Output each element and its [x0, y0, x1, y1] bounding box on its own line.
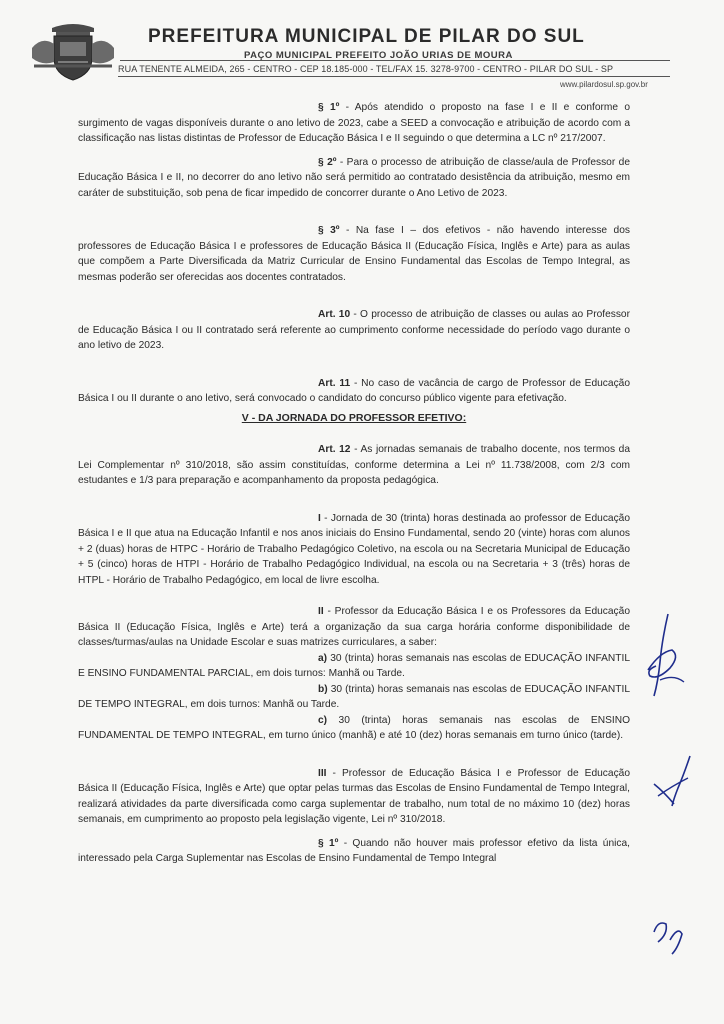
article-label: Art. 11 — [318, 377, 351, 389]
list-item-label: c) — [318, 714, 328, 726]
article-label: Art. 10 — [318, 309, 351, 320]
paragraph — [78, 836, 630, 867]
article-text: - O processo de atribuição de classes ou aulas ao Professor de Educação Básica I ou II contratado será referente ao cumprimento conforme necessidade do período vago durante o ano letivo de 2023. — [78, 309, 630, 351]
list-item-label: a) — [318, 652, 328, 664]
handwritten-page-number — [648, 912, 688, 958]
handwritten-initial-signature — [640, 610, 690, 700]
clause-text: - Professor da Educação Básica I e os Professores da Educação Básica II (Educação Física, Inglês e Arte) terá a organização da sua carga horária conforme disponibilidade de classes/turmas/aulas na Unidade Escolar e suas matrizes curriculares, a saber: — [78, 606, 630, 648]
header-subtitle: PAÇO MUNICIPAL PREFEITO JOÃO URIAS DE MOURA — [244, 50, 513, 61]
list-item — [78, 713, 630, 744]
paragraph-text: - Para o processo de atribuição de classe/aula de Professor de Educação Básica I e II, no decorrer do ano letivo não será permitido ao contratado desistência da atribuição, mesmo em caráter de substituição, sob pena de ficar impedido de concorrer durante o Ano Letivo de 2023. — [78, 156, 630, 199]
paragraph-label: § 1º — [318, 837, 339, 849]
municipal-crest-icon — [30, 18, 116, 82]
clause — [78, 604, 630, 651]
paragraph-label: § 3º — [318, 225, 340, 236]
paragraph-label: § 1º — [318, 102, 340, 113]
clause — [78, 511, 630, 589]
list-item-label: b) — [318, 683, 328, 695]
handwritten-initial-signature — [648, 752, 698, 812]
paragraph-text: - Quando não houver mais professor efetivo da lista única, interessado pela Carga Suplementar nas Escolas de Ensino Fundamental de Tempo Integral — [78, 837, 630, 864]
paragraph-text: - Na fase I – dos efetivos - não havendo interesse dos professores de Educação Básica I e professores de Educação Básica II (Educação Física, Inglês e Arte) para as aulas que compõem a Parte Diversificada da Matriz Curricular de Ensino Fundamental das Escolas de Tempo Integral, as mesmas poderão ser oferecidas aos docentes contratados. — [78, 225, 630, 283]
clause-text: - Professor de Educação Básica I e Professor de Educação Básica II (Educação Física, Inglês e Arte) que optar pelas turmas das Escolas de Ensino Fundamental de Tempo Integral, realizará atividades da parte diversificada como carga suplementar de trabalho, num total de no máximo 10 (dez) horas semanais, em cumprimento ao proposto pela legislação vigente, Lei nº 310/2018. — [78, 767, 630, 825]
paragraph — [78, 100, 630, 147]
clause-text: - Jornada de 30 (trinta) horas destinada ao professor de Educação Básica I e II que atua na Educação Infantil e nos anos iniciais do Ensino Fundamental, sendo 20 (vinte) horas com alunos + 2 (duas) horas de HTPC - Horário de Trabalho Pedagógico Coletivo, na escola ou na Secretaria Municipal de Educação + 5 (cinco) horas de HTPI - Horário de Trabalho Pedagógico Individual, na escola ou na Secretaria + 3 (três) horas de HTPL - Horário de Trabalho Pedagógico, em local de livre escolha. — [78, 512, 630, 586]
article — [78, 442, 630, 489]
header-address: RUA TENENTE ALMEIDA, 265 - CENTRO - CEP 18.185-000 - TEL/FAX 15. 3278-9700 - CENTRO - PILAR DO SUL - SP — [118, 64, 614, 74]
header-divider — [118, 76, 670, 77]
list-item — [78, 651, 630, 682]
section-heading: V - DA JORNADA DO PROFESSOR EFETIVO: — [241, 411, 467, 424]
article-text: - No caso de vacância de cargo de Professor de Educação Básica I ou II durante o ano letivo, será convocado o candidato do concurso público vigente para efetivação. — [78, 377, 630, 404]
clause-label: II — [318, 606, 324, 617]
paragraph — [78, 223, 630, 285]
list-item-text: 30 (trinta) horas semanais nas escolas de EDUCAÇÃO INFANTIL E ENSINO FUNDAMENTAL PARCIAL, em dois turnos: Manhã ou Tarde. — [78, 652, 630, 679]
paragraph-text: - Após atendido o proposto na fase I e II e conforme o surgimento de vagas disponíveis durante o ano letivo de 2023, cabe a SEED a convocação e atribuição de acordo com a classificação nas listas distintas de Professor de Educação Básica I e II seguindo o que determina a LC nº 217/2007. — [78, 102, 630, 144]
paragraph — [78, 155, 630, 202]
page-title: PREFEITURA MUNICIPAL DE PILAR DO SUL — [148, 26, 585, 47]
list-item-text: 30 (trinta) horas semanais nas escolas de EDUCAÇÃO INFANTIL DE TEMPO INTEGRAL, em dois turnos: Manhã ou Tarde. — [78, 683, 630, 710]
article — [78, 376, 630, 407]
list-item-text: 30 (trinta) horas semanais nas escolas de ENSINO FUNDAMENTAL DE TEMPO INTEGRAL, em turno único (manhã) e até 10 (dez) horas semanais em turno único (tarde). — [78, 714, 630, 741]
clause-label: I — [318, 512, 321, 524]
list-item — [78, 682, 630, 713]
clause-label: III — [318, 767, 327, 779]
article — [78, 307, 630, 354]
paragraph-label: § 2º — [318, 156, 337, 168]
article-label: Art. 12 — [318, 444, 351, 455]
clause — [78, 766, 630, 828]
article-text: - As jornadas semanais de trabalho docente, nos termos da Lei Complementar nº 310/2018, são assim constituídas, conforme determina a Lei nº 11.738/2008, com 2/3 com estudantes e 1/3 para preparação e acompanhamento da proposta pedagógica. — [78, 444, 630, 486]
document-body — [78, 100, 630, 867]
header-website: www.pilardosul.sp.gov.br — [560, 80, 648, 89]
